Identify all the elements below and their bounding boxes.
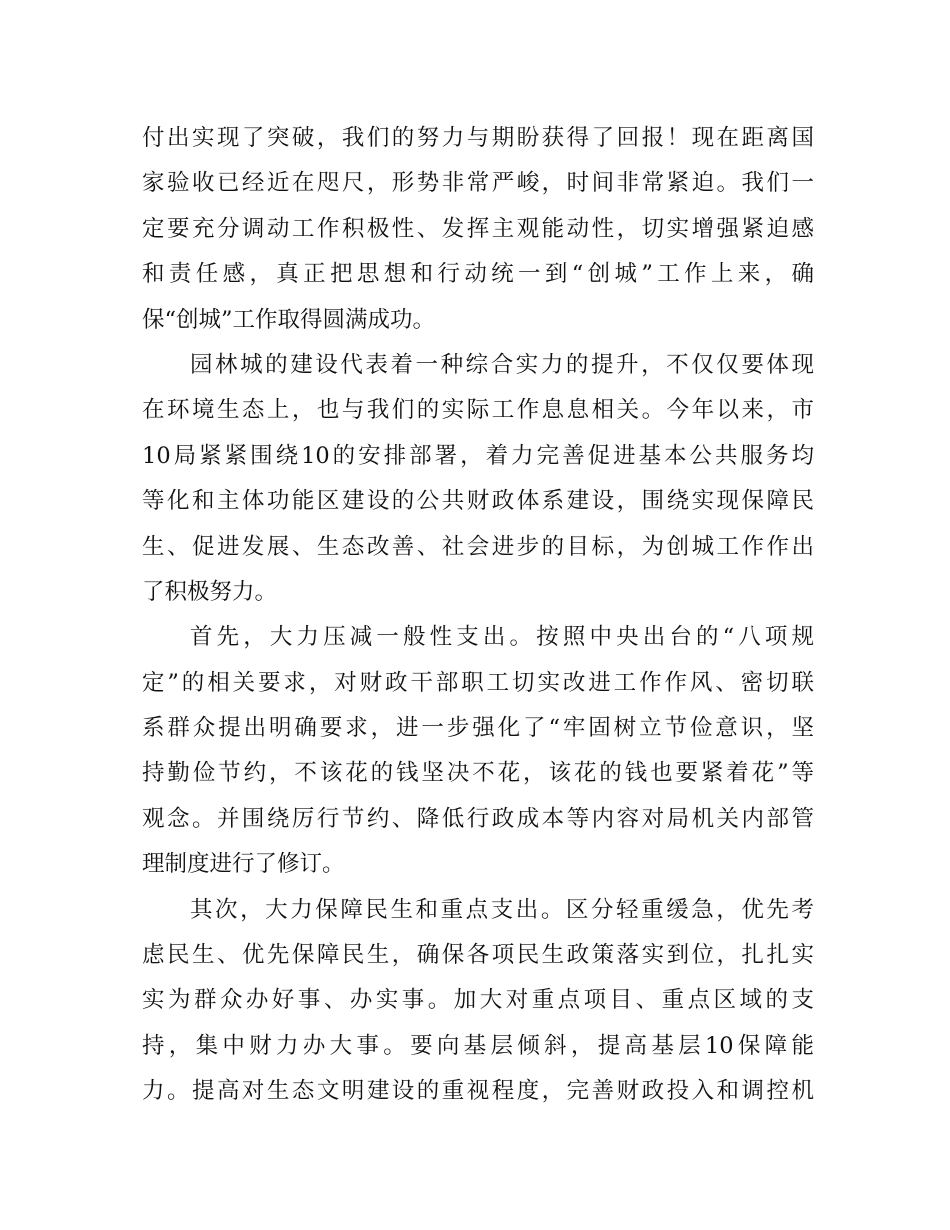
text-line: 力。提高对生态文明建设的重视程度，完善财政投入和调控机 [142, 1078, 814, 1105]
text-line: 理制度进行了修订。 [142, 851, 345, 878]
text-line: 定”的相关要求，对财政干部职工切实改进工作作风、密切联 [142, 669, 814, 696]
text-line: 虑民生、优先保障民生，确保各项民生政策落实到位，扎扎实 [142, 942, 814, 969]
text-line: 10局紧紧围绕10的安排部署，着力完善促进基本公共服务均 [142, 442, 814, 469]
paragraph-first-line: 首先，大力压减一般性支出。按照中央出台的“八项规 [190, 624, 814, 651]
text-line: 在环境生态上，也与我们的实际工作息息相关。今年以来，市 [142, 397, 814, 424]
text-line: 持勤俭节约，不该花的钱坚决不花，该花的钱也要紧着花”等 [142, 760, 814, 787]
paragraph-first-line: 园林城的建设代表着一种综合实力的提升，不仅仅要体现 [190, 351, 814, 378]
text-line: 持，集中财力办大事。要向基层倾斜，提高基层10保障能 [142, 1032, 814, 1059]
text-line: 生、促进发展、生态改善、社会进步的目标，为创城工作作出 [142, 533, 814, 560]
text-line: 等化和主体功能区建设的公共财政体系建设，围绕实现保障民 [142, 488, 814, 515]
paragraph-first-line: 其次，大力保障民生和重点支出。区分轻重缓急，优先考 [190, 896, 814, 923]
text-line: 保“创城”工作取得圆满成功。 [142, 306, 436, 333]
text-line: 付出实现了突破，我们的努力与期盼获得了回报！现在距离国 [142, 125, 814, 151]
text-line: 实为群众办好事、办实事。加大对重点项目、重点区域的支 [142, 987, 814, 1014]
text-line: 了积极努力。 [142, 578, 278, 605]
text-line: 系群众提出明确要求，进一步强化了“牢固树立节俭意识，坚 [142, 715, 814, 742]
text-line: 家验收已经近在咫尺，形势非常严峻，时间非常紧迫。我们一 [142, 170, 814, 197]
text-line: 和责任感，真正把思想和行动统一到“创城”工作上来，确 [142, 261, 814, 288]
body-text [142, 116, 814, 1115]
text-line: 观念。并围绕厉行节约、降低行政成本等内容对局机关内部管 [142, 805, 814, 832]
text-line: 定要充分调动工作积极性、发挥主观能动性，切实增强紧迫感 [142, 215, 814, 242]
